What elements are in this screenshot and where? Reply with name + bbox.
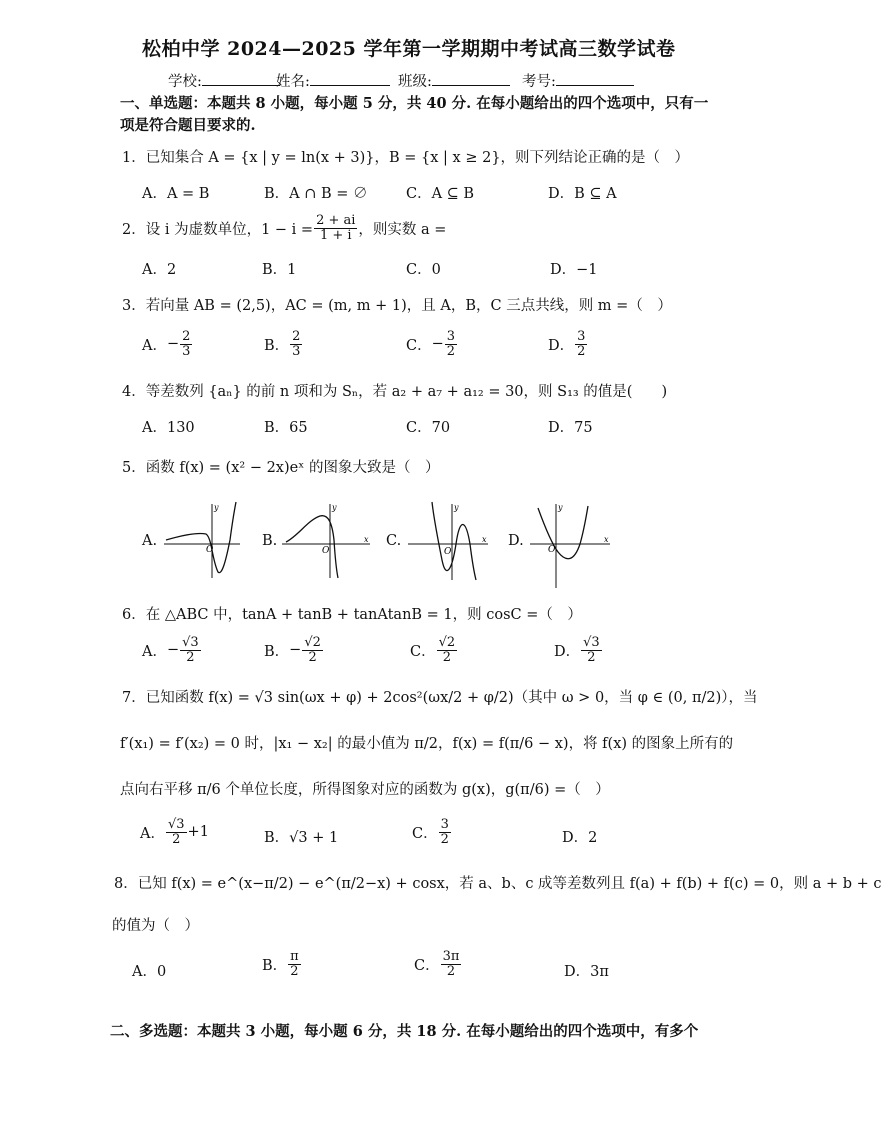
section1-heading-line2: 项是符合题目要求的. bbox=[120, 117, 256, 134]
q5-option-c-label[interactable]: C. bbox=[386, 533, 402, 549]
name-label: 姓名: bbox=[276, 74, 310, 90]
q8-option-c[interactable] bbox=[414, 950, 462, 978]
q6-option-b-num: √2 bbox=[304, 635, 321, 650]
q5-c-y-label: y bbox=[454, 503, 459, 512]
q5-b-x-label: x bbox=[364, 535, 369, 544]
section1-heading-line1: 一、单选题：本题共 8 小题，每小题 5 分，共 40 分. 在每小题给出的四个选项中，只有一 bbox=[120, 95, 709, 112]
q8-option-a-text: 0 bbox=[156, 964, 167, 980]
q3-option-b-num: 2 bbox=[292, 329, 301, 344]
q2-option-b[interactable]: B．1 bbox=[262, 262, 297, 278]
q8-option-d-label: D． bbox=[564, 964, 591, 980]
q2-option-c[interactable]: C．0 bbox=[406, 262, 441, 278]
q3-option-d[interactable] bbox=[548, 330, 588, 358]
class-label: 班级: bbox=[398, 74, 432, 90]
q3-option-b-label: B． bbox=[264, 337, 290, 354]
q3-option-d-den: 2 bbox=[577, 343, 586, 359]
q6-option-b-label: B． bbox=[264, 643, 290, 660]
q3-option-d-frac bbox=[575, 330, 587, 358]
q4-option-b[interactable]: B．65 bbox=[264, 420, 308, 436]
exam-number-label: 考号: bbox=[522, 74, 556, 90]
q7-option-a-den: 2 bbox=[172, 831, 181, 847]
q5-option-d-label[interactable]: D. bbox=[508, 533, 524, 549]
q3-option-c-frac bbox=[445, 330, 457, 358]
q5-graph-a bbox=[160, 500, 242, 580]
q7-option-a[interactable] bbox=[140, 818, 209, 846]
q6-option-c-frac bbox=[437, 636, 458, 664]
q5-a-y-label: y bbox=[214, 503, 219, 512]
q8-option-d-text: 3π bbox=[590, 964, 609, 980]
q8-option-b-num: π bbox=[290, 949, 299, 964]
q6-option-d-num: √3 bbox=[583, 635, 600, 650]
q7-option-a-num: √3 bbox=[167, 817, 185, 832]
q5-graph-d bbox=[526, 500, 614, 590]
q8-option-d[interactable] bbox=[564, 960, 609, 981]
q2-option-a[interactable]: A．2 bbox=[142, 262, 177, 278]
q3-option-d-num: 3 bbox=[577, 329, 586, 344]
q8-line2: 的值为（ ） bbox=[112, 918, 199, 934]
q6-option-a[interactable] bbox=[142, 636, 202, 664]
q7-option-a-frac bbox=[166, 818, 187, 846]
q8-option-c-den: 2 bbox=[446, 963, 456, 979]
q3-option-c-den: 2 bbox=[446, 343, 456, 359]
q3-option-c-sign: − bbox=[431, 336, 444, 353]
q6-option-a-sign: − bbox=[166, 642, 180, 659]
q7-line1: 7．已知函数 f(x) = √3 sin(ωx + φ) + 2cos²(ωx/2 + φ/2)（其中 ω > 0，当 φ ∈ (0, π/2)），当 bbox=[122, 690, 758, 706]
q6-option-b[interactable] bbox=[264, 636, 324, 664]
q7-option-b-label: B． bbox=[264, 830, 290, 846]
q7-option-c-label: C． bbox=[412, 825, 438, 842]
q7-option-d-text: 2 bbox=[588, 830, 598, 846]
q6-option-d-den: 2 bbox=[587, 649, 596, 665]
q7-option-c[interactable] bbox=[412, 818, 452, 846]
q5-d-y-label: y bbox=[558, 503, 563, 512]
exam-number-blank[interactable] bbox=[556, 73, 634, 86]
q5-d-x-label: x bbox=[604, 535, 609, 544]
q6-option-d[interactable] bbox=[554, 636, 603, 664]
q7-option-d-label: D． bbox=[562, 830, 589, 846]
q1-option-b[interactable]: B．A ∩ B = ∅ bbox=[264, 186, 368, 202]
q5-c-x-label: x bbox=[482, 535, 487, 544]
q4-option-a[interactable]: A．130 bbox=[142, 420, 195, 436]
page-title: 松柏中学 2024—2025 学年第一学期期中考试高三数学试卷 bbox=[142, 38, 676, 60]
q6-stem: 6．在 △ABC 中，tanA + tanB + tanAtanB = 1，则 cosC =（ ） bbox=[122, 607, 582, 623]
q5-a-origin: O bbox=[206, 545, 214, 555]
q3-option-b-den: 3 bbox=[292, 343, 301, 359]
q8-option-b-den: 2 bbox=[290, 963, 299, 979]
q2-option-d[interactable]: D．−1 bbox=[550, 262, 598, 278]
class-field bbox=[398, 70, 510, 91]
q5-stem: 5．函数 f(x) = (x² − 2x)eˣ 的图象大致是（ ） bbox=[122, 460, 440, 476]
class-blank[interactable] bbox=[432, 73, 510, 86]
q8-line1: 8．已知 f(x) = e^(x−π/2) − e^(π/2−x) + cosx，若 a、b、c 成等差数列且 f(a) + f(b) + f(c) = 0，则 a + b + c bbox=[114, 876, 881, 892]
q6-option-d-frac bbox=[581, 636, 602, 664]
q3-option-a-den: 3 bbox=[182, 343, 191, 359]
q5-b-y-label: y bbox=[332, 503, 337, 512]
q5-graph-b bbox=[278, 500, 374, 580]
q7-option-a-suffix: +1 bbox=[187, 824, 209, 841]
q7-option-b-text: √3 + 1 bbox=[289, 830, 339, 846]
q2-frac-den: 1 + i bbox=[319, 227, 352, 243]
q3-stem: 3．若向量 AB = (2,5)，AC = (m, m + 1)，且 A，B，C 三点共线，则 m =（ ） bbox=[122, 298, 672, 314]
q6-option-c[interactable] bbox=[410, 636, 458, 664]
q6-option-c-label: C． bbox=[410, 643, 436, 660]
q8-option-b[interactable] bbox=[262, 950, 302, 978]
q8-option-c-label: C． bbox=[414, 957, 440, 974]
q3-option-a-sign: − bbox=[166, 336, 180, 353]
q5-option-b-label[interactable]: B. bbox=[262, 533, 278, 549]
q1-stem: 1．已知集合 A = {x | y = ln(x + 3)}，B = {x | x ≥ 2}，则下列结论正确的是（ ） bbox=[122, 150, 690, 166]
q6-option-b-sign: − bbox=[289, 642, 302, 659]
q1-option-a[interactable]: A．A = B bbox=[142, 186, 210, 202]
q7-line3: 点向右平移 π/6 个单位长度，所得图象对应的函数为 g(x)，g(π/6) =（ ） bbox=[120, 782, 610, 798]
school-label: 学校: bbox=[168, 74, 202, 90]
q3-option-a-label: A． bbox=[142, 337, 167, 354]
q5-c-origin: O bbox=[444, 547, 452, 557]
q8-option-c-num: 3π bbox=[442, 949, 460, 964]
q3-option-d-label: D． bbox=[548, 337, 575, 354]
q8-option-b-label: B． bbox=[262, 957, 288, 974]
q4-option-d[interactable]: D．75 bbox=[548, 420, 593, 436]
q1-option-c[interactable]: C．A ⊆ B bbox=[406, 186, 475, 202]
q3-option-a-num: 2 bbox=[182, 329, 191, 344]
q7-line2: f′(x₁) = f′(x₂) = 0 时，|x₁ − x₂| 的最小值为 π/2，f(x) = f(π/6 − x)，将 f(x) 的图象上所有的 bbox=[120, 736, 734, 752]
q7-option-c-den: 2 bbox=[440, 831, 449, 847]
q4-option-c[interactable]: C．70 bbox=[406, 420, 451, 436]
q3-option-c-label: C． bbox=[406, 337, 432, 354]
q3-option-b-frac bbox=[290, 330, 302, 358]
q8-option-c-frac bbox=[441, 950, 462, 978]
q8-option-a-label: A． bbox=[132, 964, 157, 980]
q1-option-d[interactable]: D．B ⊆ A bbox=[548, 186, 617, 202]
q7-option-c-num: 3 bbox=[440, 817, 449, 832]
q6-option-a-num: √3 bbox=[182, 635, 199, 650]
q7-option-b[interactable] bbox=[264, 826, 338, 847]
section2-heading: 二、多选题：本题共 3 小题，每小题 6 分，共 18 分. 在每小题给出的四个选项中，有多个 bbox=[110, 1023, 699, 1040]
q6-option-c-num: √2 bbox=[438, 635, 456, 650]
q6-option-a-frac bbox=[180, 636, 201, 664]
q6-option-a-label: A． bbox=[142, 643, 167, 660]
school-field bbox=[168, 70, 280, 91]
q5-graph-c bbox=[404, 500, 492, 582]
q6-option-c-den: 2 bbox=[442, 649, 452, 665]
school-blank[interactable] bbox=[202, 73, 280, 86]
name-field bbox=[276, 70, 390, 91]
q3-option-a[interactable] bbox=[142, 330, 193, 358]
exam-number-field bbox=[522, 70, 634, 91]
q2-stem bbox=[122, 214, 446, 242]
q2-stem-post: ，则实数 a = bbox=[358, 221, 447, 238]
q2-stem-pre: 2．设 i 为虚数单位，1 − i = bbox=[122, 221, 314, 238]
q2-fraction bbox=[314, 214, 357, 242]
q7-option-a-label: A． bbox=[140, 825, 165, 842]
q7-option-d[interactable] bbox=[562, 826, 597, 847]
q3-option-b[interactable] bbox=[264, 330, 303, 358]
q5-option-a-label[interactable]: A. bbox=[142, 533, 158, 549]
q6-option-a-den: 2 bbox=[186, 649, 195, 665]
q8-option-b-frac bbox=[288, 950, 301, 978]
q5-b-origin: O bbox=[322, 546, 330, 556]
q8-option-a[interactable] bbox=[132, 960, 166, 981]
q4-stem: 4．等差数列 {aₙ} 的前 n 项和为 Sₙ，若 a₂ + a₇ + a₁₂ = 30，则 S₁₃ 的值是( ) bbox=[122, 384, 668, 400]
q6-option-d-label: D． bbox=[554, 643, 581, 660]
q3-option-c[interactable] bbox=[406, 330, 458, 358]
q3-option-a-frac bbox=[180, 330, 192, 358]
q3-option-c-num: 3 bbox=[446, 329, 456, 344]
q6-option-b-frac bbox=[302, 636, 323, 664]
q6-option-b-den: 2 bbox=[308, 649, 317, 665]
q5-d-origin: O bbox=[548, 545, 556, 555]
name-blank[interactable] bbox=[310, 73, 390, 86]
q7-option-c-frac bbox=[439, 818, 451, 846]
q2-frac-num: 2 + ai bbox=[316, 213, 356, 228]
